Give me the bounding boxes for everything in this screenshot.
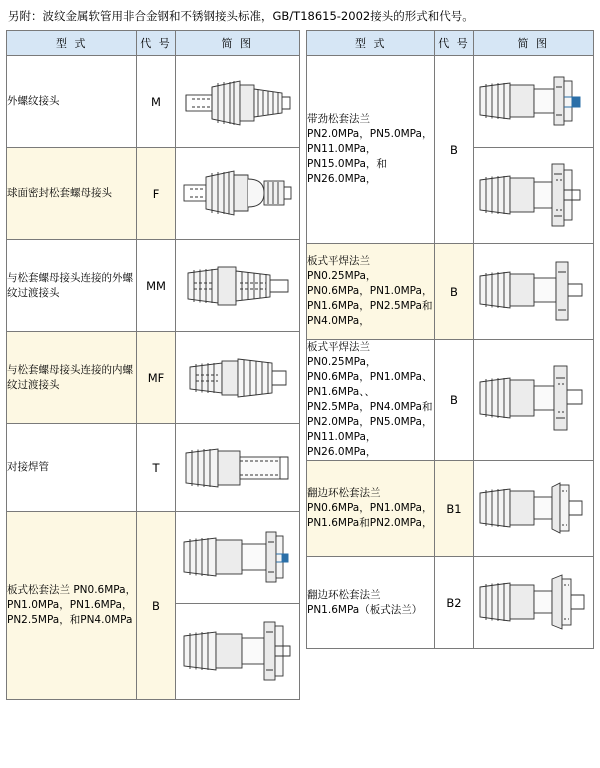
- row-type-label: 与松套螺母接头连接的内螺纹过渡接头: [7, 332, 137, 424]
- row-code: B: [435, 244, 473, 340]
- header-figure: 简 图: [175, 31, 299, 56]
- row-figure-male-thread-fitting: [175, 56, 299, 148]
- header-type: 型 式: [7, 31, 137, 56]
- right-column: [306, 30, 594, 700]
- row-type-label: 板式平焊法兰 PN0.25MPa，PN0.6MPa，PN1.0MPa、PN1.6MPa、、PN2.5MPa，PN4.0MPa和PN2.0MPa，PN5.0MPa，PN11.0MPa，PN26.0MPa，: [307, 340, 435, 461]
- row-figure-butt-weld-pipe: [175, 424, 299, 512]
- row-code: B: [137, 512, 175, 700]
- left-table: [6, 30, 300, 700]
- header-code: 代 号: [435, 31, 473, 56]
- table-row: [7, 148, 300, 240]
- row-figure-male-transition-fitting: [175, 240, 299, 332]
- row-figure-ribbed-loose-flange-2: [473, 148, 593, 244]
- table-row: [307, 557, 594, 649]
- row-type-label: 对接焊管: [7, 424, 137, 512]
- row-code: MM: [137, 240, 175, 332]
- row-type-label: 翻边环松套法兰 PN0.6MPa，PN1.0MPa，PN1.6MPa和PN2.0MPa，: [307, 461, 435, 557]
- row-figure-plate-slip-on-flange-2: [473, 340, 593, 461]
- row-type-label: 板式松套法兰 PN0.6MPa，PN1.0MPa，PN1.6MPa，PN2.5MPa，和PN4.0MPa: [7, 512, 137, 700]
- row-type-label: 与松套螺母接头连接的外螺纹过渡接头: [7, 240, 137, 332]
- header-code: 代 号: [137, 31, 175, 56]
- table-row: [307, 340, 594, 461]
- row-figure-female-transition-fitting: [175, 332, 299, 424]
- row-code: B: [435, 340, 473, 461]
- row-code: F: [137, 148, 175, 240]
- page-title: 另附：波纹金属软管用非合金钢和不锈钢接头标准，GB/T18615-2002接头的形式和代号。: [8, 9, 474, 23]
- table-row: [7, 512, 300, 604]
- row-figure-spherical-seal-union-nut: [175, 148, 299, 240]
- row-type-label: 外螺纹接头: [7, 56, 137, 148]
- table-row: [7, 424, 300, 512]
- table-row: [7, 240, 300, 332]
- table-row: [307, 461, 594, 557]
- row-figure-plate-slip-on-flange: [473, 244, 593, 340]
- left-column: [6, 30, 300, 700]
- row-type-label: 带劲松套法兰 PN2.0MPa，PN5.0MPa，PN11.0MPa，PN15.0MPa，和PN26.0MPa，: [307, 56, 435, 244]
- header-type: 型 式: [307, 31, 435, 56]
- row-figure-plate-loose-flange: [175, 512, 299, 604]
- row-type-label: 球面密封松套螺母接头: [7, 148, 137, 240]
- row-code: MF: [137, 332, 175, 424]
- row-type-label: 翻边环松套法兰 PN1.6MPa（板式法兰）: [307, 557, 435, 649]
- row-code: M: [137, 56, 175, 148]
- row-figure-lap-joint-flange: [473, 461, 593, 557]
- table-row: [7, 332, 300, 424]
- row-code: B: [435, 56, 473, 244]
- row-code: B2: [435, 557, 473, 649]
- right-table-header: [307, 31, 594, 56]
- left-table-header: [7, 31, 300, 56]
- row-figure-lap-joint-flange-2: [473, 557, 593, 649]
- table-row: [7, 56, 300, 148]
- row-figure-ribbed-loose-flange: [473, 56, 593, 148]
- row-code: T: [137, 424, 175, 512]
- layout-table: [6, 30, 594, 700]
- row-figure-plate-loose-flange-2: [175, 604, 299, 700]
- right-table: [306, 30, 594, 649]
- row-code: B1: [435, 461, 473, 557]
- header-figure: 简 图: [473, 31, 593, 56]
- row-type-label: 板式平焊法兰 PN0.25MPa，PN0.6MPa，PN1.0MPa，PN1.6MPa，PN2.5MPa和PN4.0MPa，: [307, 244, 435, 340]
- table-row: [307, 56, 594, 148]
- table-row: [307, 244, 594, 340]
